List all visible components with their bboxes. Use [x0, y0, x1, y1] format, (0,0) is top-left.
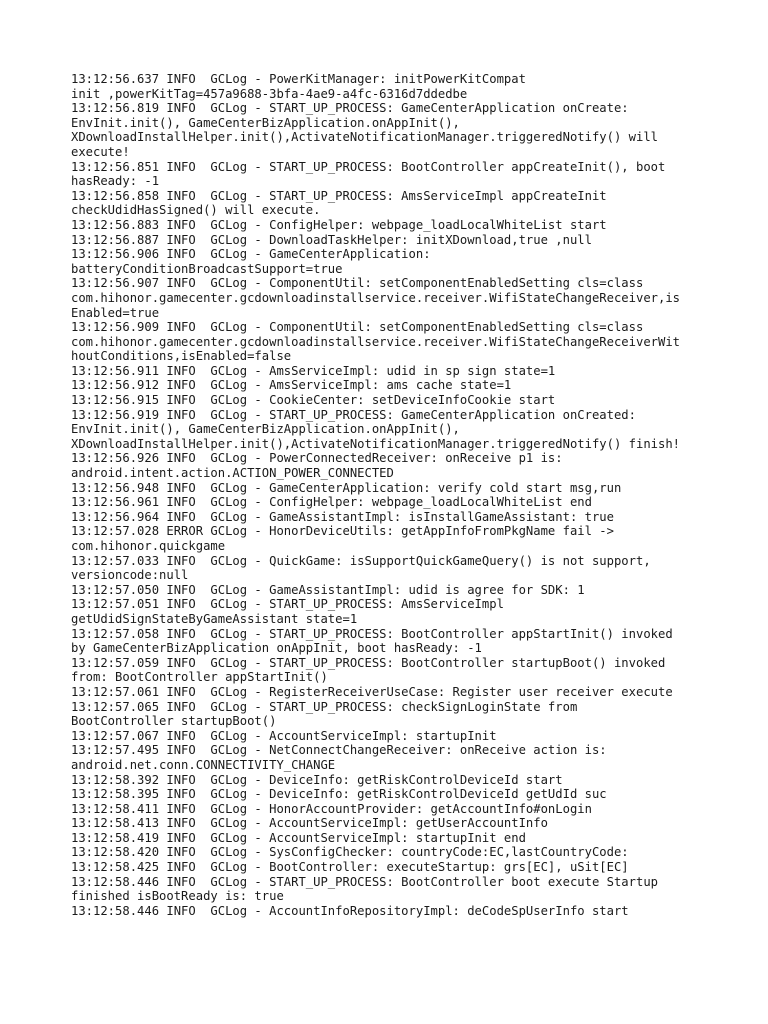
log-line: 13:12:56.883 INFO GCLog - ConfigHelper: webpage_loadLocalWhiteList start	[71, 217, 607, 232]
log-line: 13:12:56.919 INFO GCLog - START_UP_PROCESS: GameCenterApplication onCreated:	[71, 407, 636, 422]
log-line: houtConditions,isEnabled=false	[71, 349, 292, 364]
log-line: EnvInit.init(), GameCenterBizApplication.onAppInit(),	[71, 422, 460, 437]
log-line: 13:12:57.033 INFO GCLog - QuickGame: isSupportQuickGameQuery() is not support,	[71, 553, 651, 568]
log-line: hasReady: -1	[71, 174, 160, 189]
log-line: getUdidSignStateByGameAssistant state=1	[71, 611, 358, 626]
log-line: 13:12:56.637 INFO GCLog - PowerKitManager: initPowerKitCompat	[71, 72, 526, 86]
log-line: EnvInit.init(), GameCenterBizApplication.onAppInit(),	[71, 115, 460, 130]
log-line: 13:12:58.446 INFO GCLog - START_UP_PROCESS: BootController boot execute Startup	[71, 874, 658, 889]
log-line: checkUdidHasSigned() will execute.	[71, 203, 321, 218]
log-line: android.intent.action.ACTION_POWER_CONNECTED	[71, 466, 394, 481]
log-line: 13:12:57.061 INFO GCLog - RegisterReceiverUseCase: Register user receiver execute	[71, 684, 673, 699]
log-line: 13:12:56.851 INFO GCLog - START_UP_PROCESS: BootController appCreateInit(), boot	[71, 159, 666, 174]
log-line: 13:12:56.964 INFO GCLog - GameAssistantImpl: isInstallGameAssistant: true	[71, 509, 614, 524]
log-line: 13:12:56.907 INFO GCLog - ComponentUtil: setComponentEnabledSetting cls=class	[71, 276, 644, 291]
log-line: versioncode:null	[71, 568, 189, 583]
log-line: 13:12:57.065 INFO GCLog - START_UP_PROCESS: checkSignLoginState from	[71, 699, 578, 714]
log-line: 13:12:58.395 INFO GCLog - DeviceInfo: getRiskControlDeviceId getUdId suc	[71, 787, 607, 802]
log-line: 13:12:57.050 INFO GCLog - GameAssistantImpl: udid is agree for SDK: 1	[71, 582, 585, 597]
log-line: 13:12:56.912 INFO GCLog - AmsServiceImpl: ams cache state=1	[71, 378, 512, 393]
log-line: 13:12:56.911 INFO GCLog - AmsServiceImpl: udid in sp sign state=1	[71, 363, 556, 378]
log-line: 13:12:57.058 INFO GCLog - START_UP_PROCESS: BootController appStartInit() invoked	[71, 626, 673, 641]
log-line: 13:12:56.909 INFO GCLog - ComponentUtil: setComponentEnabledSetting cls=class	[71, 320, 644, 335]
log-line: by GameCenterBizApplication onAppInit, boot hasReady: -1	[71, 641, 482, 656]
log-line: XDownloadInstallHelper.init(),ActivateNotificationManager.triggeredNotify() will	[71, 130, 658, 145]
log-line: 13:12:57.028 ERROR GCLog - HonorDeviceUtils: getAppInfoFromPkgName fail ->	[71, 524, 614, 539]
log-line: finished isBootReady is: true	[71, 889, 284, 904]
log-line: 13:12:58.446 INFO GCLog - AccountInfoRepositoryImpl: deCodeSpUserInfo start	[71, 903, 629, 918]
log-line: com.hihonor.quickgame	[71, 539, 226, 553]
log-line: com.hihonor.gamecenter.gcdownloadinstallservice.receiver.WifiStateChangeReceiverWit	[71, 334, 681, 349]
log-line: 13:12:58.392 INFO GCLog - DeviceInfo: getRiskControlDeviceId start	[71, 772, 563, 787]
log-line: BootController startupBoot()	[71, 714, 277, 729]
log-line: com.hihonor.gamecenter.gcdownloadinstallservice.receiver.WifiStateChangeReceiver,is	[71, 290, 681, 305]
log-line: 13:12:56.948 INFO GCLog - GameCenterApplication: verify cold start msg,run	[71, 480, 622, 495]
log-line: android.net.conn.CONNECTIVITY_CHANGE	[71, 757, 336, 772]
log-line: 13:12:56.915 INFO GCLog - CookieCenter: setDeviceInfoCookie start	[71, 393, 556, 408]
log-line: Enabled=true	[71, 305, 160, 320]
log-line: 13:12:57.051 INFO GCLog - START_UP_PROCESS: AmsServiceImpl	[71, 597, 504, 612]
log-line: 13:12:58.411 INFO GCLog - HonorAccountProvider: getAccountInfo#onLogin	[71, 801, 592, 816]
log-line: init ,powerKitTag=457a9688-3bfa-4ae9-a4fc-6316d7ddedbe	[71, 86, 468, 101]
log-line: 13:12:56.926 INFO GCLog - PowerConnectedReceiver: onReceive p1 is:	[71, 451, 563, 466]
log-line: 13:12:56.858 INFO GCLog - START_UP_PROCESS: AmsServiceImpl appCreateInit	[71, 188, 607, 203]
log-line: 13:12:58.420 INFO GCLog - SysConfigChecker: countryCode:EC,lastCountryCode:	[71, 845, 629, 860]
log-line: 13:12:58.413 INFO GCLog - AccountServiceImpl: getUserAccountInfo	[71, 816, 548, 831]
log-line: 13:12:56.961 INFO GCLog - ConfigHelper: webpage_loadLocalWhiteList end	[71, 495, 592, 510]
log-line: batteryConditionBroadcastSupport=true	[71, 261, 343, 276]
log-line: 13:12:57.059 INFO GCLog - START_UP_PROCESS: BootController startupBoot() invoked	[71, 655, 666, 670]
log-line: 13:12:57.495 INFO GCLog - NetConnectChangeReceiver: onReceive action is:	[71, 743, 607, 758]
log-line: execute!	[71, 144, 130, 159]
log-line: 13:12:58.419 INFO GCLog - AccountServiceImpl: startupInit end	[71, 830, 526, 845]
log-text	[71, 72, 721, 918]
log-line: 13:12:57.067 INFO GCLog - AccountServiceImpl: startupInit	[71, 728, 497, 743]
log-line: 13:12:58.425 INFO GCLog - BootController: executeStartup: grs[EC], uSit[EC]	[71, 860, 629, 875]
log-line: XDownloadInstallHelper.init(),ActivateNotificationManager.triggeredNotify() finish!	[71, 436, 681, 451]
log-line: 13:12:56.887 INFO GCLog - DownloadTaskHelper: initXDownload,true ,null	[71, 232, 592, 247]
log-line: 13:12:56.906 INFO GCLog - GameCenterApplication:	[71, 247, 431, 262]
log-line: from: BootController appStartInit()	[71, 670, 328, 685]
log-line: 13:12:56.819 INFO GCLog - START_UP_PROCESS: GameCenterApplication onCreate:	[71, 101, 629, 116]
